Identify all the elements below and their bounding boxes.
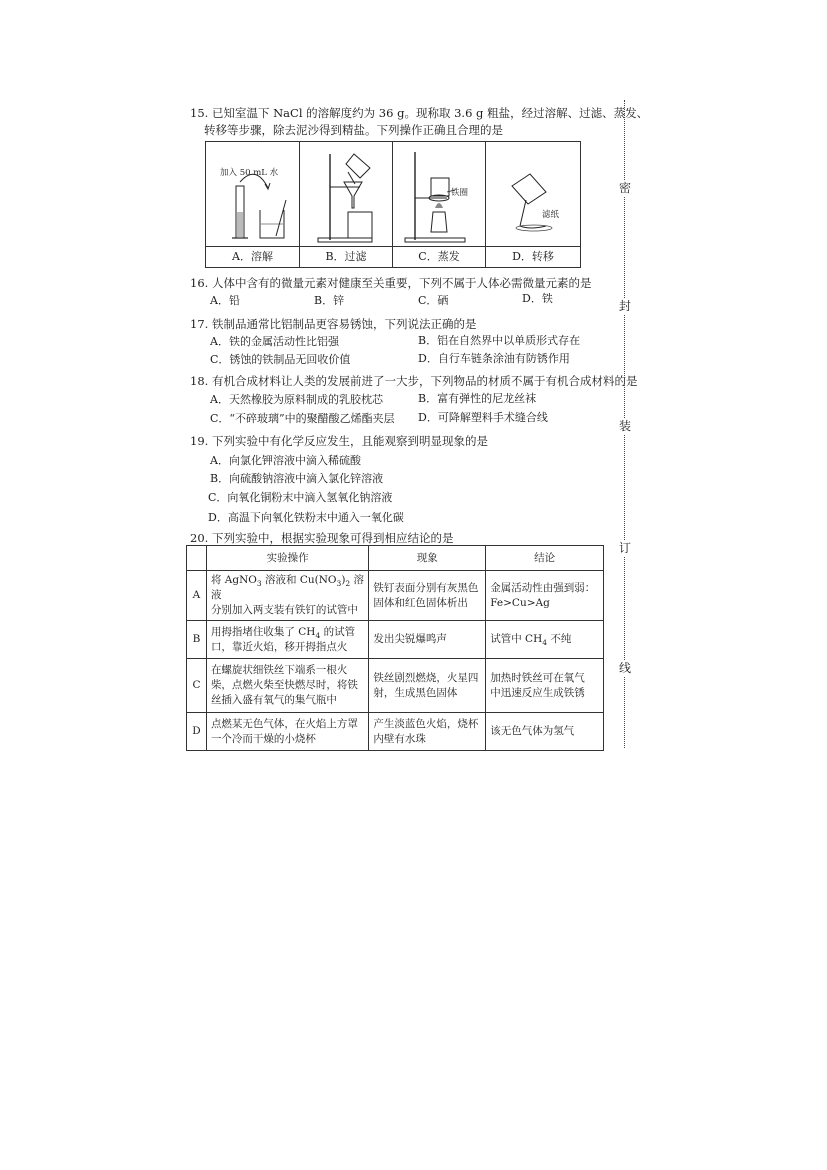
caption-a: A．溶解 <box>206 246 299 267</box>
op-text: 一个冷而干燥的小烧杯 <box>210 732 316 745</box>
caption-d: D．转移 <box>486 246 580 267</box>
phenomenon-cell <box>369 571 486 621</box>
figure-panel-d <box>486 142 580 267</box>
operation-cell <box>206 571 368 621</box>
phenomenon-text: 铁钉表面分别有灰黑色 <box>373 581 479 594</box>
header-phenomenon: 现象 <box>369 546 486 571</box>
q17-stem: 17. 铁制品通常比铝制品更容易锈蚀，下列说法正确的是 <box>190 317 477 331</box>
q16-option-d: D．铁 <box>522 292 553 305</box>
figure-panel-a <box>206 142 300 267</box>
phenomenon-text: 固体和红色固体析出 <box>373 596 468 609</box>
op-text: 在螺旋状细铁丝下端系一根火 <box>210 664 348 676</box>
caption-c: C．蒸发 <box>393 246 485 267</box>
binding-char: 线 <box>618 661 631 675</box>
phenomenon-text: 射，生成黑色固体 <box>373 686 458 699</box>
phenomenon-cell <box>369 621 486 659</box>
q15-stem-line2: 转移等步骤，除去泥沙得到精盐。下列操作正确且合理的是 <box>204 123 503 137</box>
conclusion-text: 该无色气体为氢气 <box>490 725 575 737</box>
phenomenon-cell <box>369 713 486 751</box>
q19-option-a: A．向氯化钾溶液中滴入稀硫酸 <box>210 454 361 467</box>
paper-label: 滤纸 <box>542 210 560 220</box>
conclusion-text: 不纯 <box>547 633 572 645</box>
q17-option-a: A．铁的金属活动性比铝强 <box>210 335 339 348</box>
water-label: 加入 50 mL 水 <box>220 168 279 178</box>
caption-b: B．过滤 <box>300 246 392 267</box>
q20-table <box>186 545 604 751</box>
op-text: 的试管 <box>320 625 356 638</box>
operation-cell <box>206 659 368 713</box>
evaporate-diagram <box>393 142 485 247</box>
phenomenon-text: 发出尖锐爆鸣声 <box>373 633 447 645</box>
conclusion-cell <box>486 571 604 621</box>
table-row <box>187 621 604 659</box>
q18-stem: 18. 有机合成材料让人类的发展前进了一大步，下列物品的材质不属于有机合成材料的是 <box>190 374 638 388</box>
phenomenon-text: 产生淡蓝色火焰，烧杯 <box>373 717 479 730</box>
row-key: C <box>187 659 207 713</box>
phenomenon-text: 铁丝剧烈燃烧，火星四 <box>373 671 479 684</box>
op-text: 溶液 <box>210 574 365 601</box>
op-text: 溶液和 Cu(NO <box>261 574 337 586</box>
conclusion-cell <box>486 621 604 659</box>
binding-char: 装 <box>618 419 631 433</box>
row-key: B <box>187 621 207 659</box>
conclusion-text: Fe>Cu>Ag <box>490 596 550 609</box>
operation-cell <box>206 713 368 751</box>
binding-char: 密 <box>618 181 631 195</box>
conclusion-text: 试管中 CH <box>490 633 543 645</box>
q18-option-d: D．可降解塑料手术缝合线 <box>418 411 548 424</box>
header-key <box>187 546 207 571</box>
phenomenon-cell <box>369 659 486 713</box>
q20-stem: 20. 下列实验中，根据实验现象可得到相应结论的是 <box>190 531 454 545</box>
op-text: ) <box>341 574 346 586</box>
subscript: 4 <box>315 630 321 640</box>
q16-option-b: B．锌 <box>314 294 345 307</box>
header-operation: 实验操作 <box>206 546 368 571</box>
q19-stem: 19. 下列实验中有化学反应发生，且能观察到明显现象的是 <box>190 434 488 448</box>
op-text: 分别加入两支装有铁钉的试管中 <box>210 604 358 616</box>
q20-header-row <box>187 546 604 571</box>
operation-cell <box>206 621 368 659</box>
q18-option-b: B．富有弹性的尼龙丝袜 <box>418 392 537 405</box>
q19-option-d: D．高温下向氧化铁粉末中通入一氧化碳 <box>208 511 404 524</box>
q18-option-a: A．天然橡胶为原料制成的乳胶枕芯 <box>210 393 383 406</box>
table-row <box>187 713 604 751</box>
op-text: 柴，点燃火柴至快燃尽时，将铁 <box>210 679 358 691</box>
filter-diagram <box>300 142 392 247</box>
subscript: 4 <box>542 638 548 648</box>
q16-option-a: A．铅 <box>210 294 240 307</box>
figure-panel-c <box>393 142 486 267</box>
conclusion-cell <box>486 713 604 751</box>
op-text: 丝插入盛有氧气的集气瓶中 <box>210 694 337 706</box>
subscript: 2 <box>345 579 351 589</box>
q19-option-b: B．向硫酸钠溶液中滴入氯化锌溶液 <box>210 472 384 485</box>
conclusion-cell <box>486 659 604 713</box>
figure-panel-b <box>300 142 393 267</box>
q17-option-b: B．铝在自然界中以单质形式存在 <box>418 334 581 347</box>
transfer-diagram <box>486 142 580 247</box>
op-text: 口，靠近火焰，移开拇指点火 <box>210 640 348 653</box>
q18-option-c: C．“不碎玻璃”中的聚醋酸乙烯酯夹层 <box>210 412 395 425</box>
op-text: 用拇指堵住收集了 CH <box>210 625 316 638</box>
ring-label: 铁圈 <box>451 188 469 198</box>
table-row <box>187 659 604 713</box>
conclusion-text: 金属活动性由强到弱： <box>490 581 596 594</box>
q19-option-c: C．向氧化铜粉末中滴入氢氧化钠溶液 <box>208 491 393 504</box>
binding-char: 封 <box>618 299 631 313</box>
table-row <box>187 571 604 621</box>
phenomenon-text: 内壁有水珠 <box>373 732 426 745</box>
dissolve-diagram <box>206 142 299 247</box>
subscript: 3 <box>336 579 342 589</box>
q17-option-c: C．锈蚀的铁制品无回收价值 <box>210 353 351 366</box>
q16-stem: 16. 人体中含有的微量元素对健康至关重要，下列不属于人体必需微量元素的是 <box>190 276 592 290</box>
binding-char: 订 <box>618 541 631 555</box>
q15-figure <box>205 141 581 268</box>
op-text: 点燃某无色气体，在火焰上方罩 <box>210 717 358 730</box>
op-text: 将 AgNO <box>210 574 257 586</box>
conclusion-text: 加热时铁丝可在氧气 <box>490 671 585 684</box>
conclusion-text: 中迅速反应生成铁锈 <box>490 686 585 699</box>
row-key: A <box>187 571 207 621</box>
row-key: D <box>187 713 207 751</box>
q16-option-c: C．硒 <box>418 294 449 307</box>
subscript: 3 <box>256 579 262 589</box>
q17-option-d: D．自行车链条涂油有防锈作用 <box>418 352 570 365</box>
q15-stem-line1: 15. 已知室温下 NaCl 的溶解度约为 36 g。现称取 3.6 g 粗盐，经过溶解、过滤、蒸发、 <box>190 106 649 120</box>
header-conclusion: 结论 <box>486 546 604 571</box>
